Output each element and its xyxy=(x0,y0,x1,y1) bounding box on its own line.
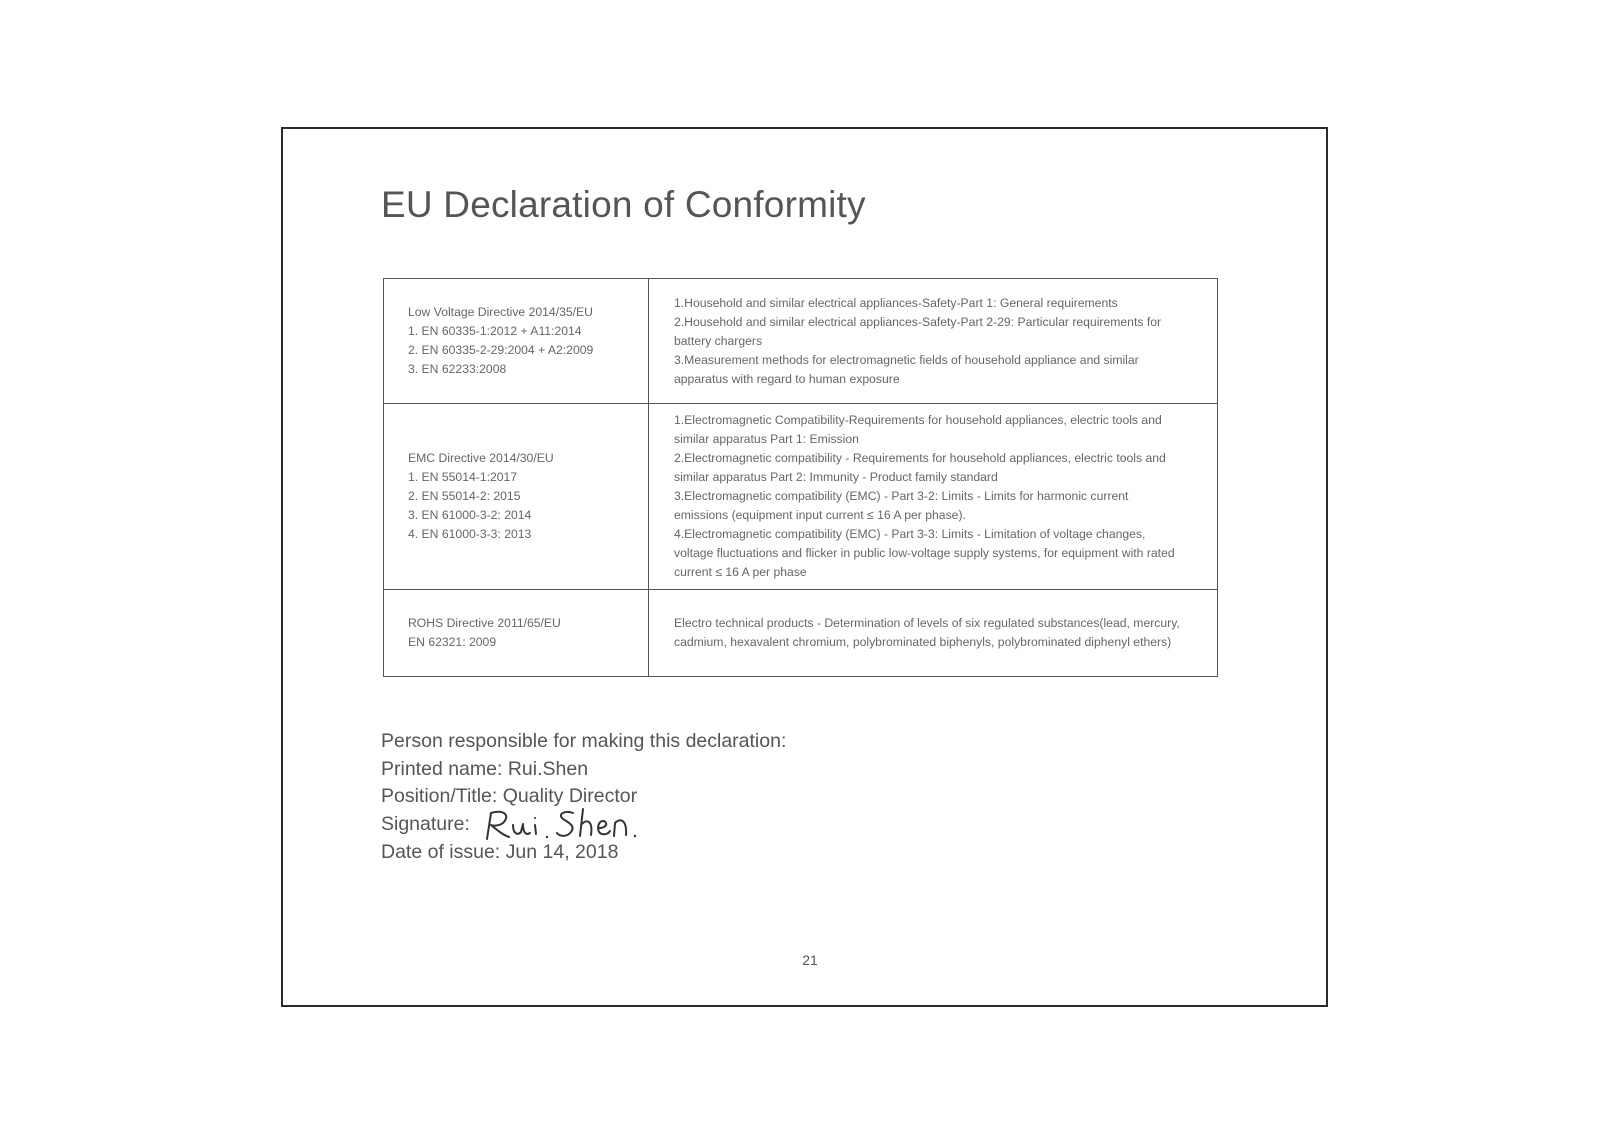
signature xyxy=(475,811,655,839)
standard-item: 1. EN 55014-1:2017 xyxy=(408,470,518,484)
position-title: Position/Title: Quality Director xyxy=(381,785,638,808)
directive-name: ROHS Directive 2011/65/EU xyxy=(408,616,561,630)
page-title: EU Declaration of Conformity xyxy=(381,184,866,225)
standard-description: 3.Measurement methods for electromagnetic fields of household appliance and similar apparatus with regard to human exposure xyxy=(674,352,1139,386)
standard-description: 3.Electromagnetic compatibility (EMC) - Part 3-2: Limits - Limits for harmonic current emissions (equipment input current ≤ 16 A per phase). xyxy=(674,489,1129,522)
page-number: 21 xyxy=(802,952,818,968)
declaration-block xyxy=(381,728,786,866)
directive-cell xyxy=(384,404,649,590)
printed-name: Printed name: Rui.Shen xyxy=(381,757,589,780)
directive-cell xyxy=(384,590,649,677)
standard-item: EN 62321: 2009 xyxy=(408,635,497,649)
table-row xyxy=(384,404,1218,590)
directive-name: EMC Directive 2014/30/EU xyxy=(408,451,554,465)
description-cell xyxy=(649,590,1218,677)
description-cell xyxy=(649,279,1218,404)
responsible-label: Person responsible for making this declaration: xyxy=(381,730,787,752)
signature-row xyxy=(381,811,786,839)
table-row xyxy=(384,590,1218,677)
description-cell xyxy=(649,404,1218,590)
standard-description: 1.Electromagnetic Compatibility-Requirements for household appliances, electric tools and similar apparatus Part 1: Emission xyxy=(674,413,1162,446)
standard-description: Electro technical products - Determination of levels of six regulated substances(lead, mercury, cadmium, hexavalent chromium, polybrominated biphenyls, polybrominated diphenyl ethers) xyxy=(674,616,1180,649)
issue-date: Date of issue: Jun 14, 2018 xyxy=(381,840,619,863)
directive-cell xyxy=(384,279,649,404)
directive-name: Low Voltage Directive 2014/35/EU xyxy=(408,305,593,319)
standard-item: 3. EN 62233:2008 xyxy=(408,362,507,376)
standard-description: 2.Electromagnetic compatibility - Requirements for household appliances, electric tools and similar apparatus Part 2: Immunity - Product family standard xyxy=(674,451,1166,484)
standard-item: 2. EN 60335-2-29:2004 + A2:2009 xyxy=(408,343,594,357)
standard-item: 1. EN 60335-1:2012 + A11:2014 xyxy=(408,324,582,338)
standard-description: 1.Household and similar electrical appliances-Safety-Part 1: General requirements xyxy=(674,295,1118,310)
standard-description: 2.Household and similar electrical appliances-Safety-Part 2-29: Particular requirements for battery chargers xyxy=(674,314,1162,348)
signature-label: Signature: xyxy=(381,812,470,835)
handwritten-signature-icon xyxy=(481,803,661,843)
standard-item: 3. EN 61000-3-2: 2014 xyxy=(408,508,532,522)
standard-item: 4. EN 61000-3-3: 2013 xyxy=(408,527,532,541)
table-row xyxy=(384,279,1218,404)
standard-item: 2. EN 55014-2: 2015 xyxy=(408,489,521,503)
standards-table xyxy=(383,278,1218,677)
standard-description: 4.Electromagnetic compatibility (EMC) - Part 3-3: Limits - Limitation of voltage changes, voltage fluctuations and flicker in public low-voltage supply systems, for equipment with rated current ≤ 16 A per phase xyxy=(674,527,1175,579)
